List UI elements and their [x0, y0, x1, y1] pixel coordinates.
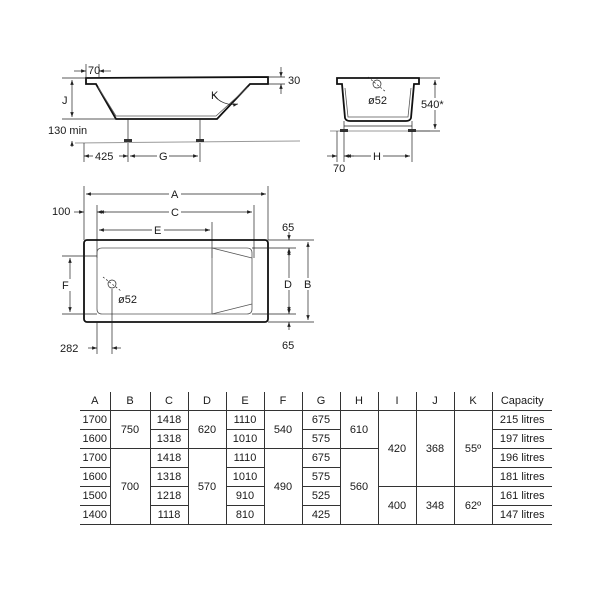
- top-drain-icon: [108, 280, 116, 288]
- end-drain-icon: [373, 80, 381, 88]
- side-rim-label: 70: [88, 65, 101, 77]
- side-rim-thickness-label: 30: [288, 75, 301, 87]
- cell-a: 1700: [80, 449, 110, 468]
- table-header-row: [80, 392, 552, 411]
- cell-e: 1010: [226, 468, 264, 487]
- side-tub-profile: [86, 77, 268, 119]
- table-header-cell: G: [302, 392, 340, 411]
- top-c-label: C: [171, 207, 179, 219]
- table-header-cell: K: [454, 392, 492, 411]
- cell-f: 490: [264, 449, 302, 525]
- cell-d: 570: [188, 449, 226, 525]
- top-f-label: F: [62, 280, 69, 292]
- table-row: [80, 487, 552, 506]
- cell-a: 1600: [80, 430, 110, 449]
- cell-e: 1010: [226, 430, 264, 449]
- cell-capacity: 147 litres: [492, 506, 552, 525]
- cell-capacity: 196 litres: [492, 449, 552, 468]
- dimensions-table: [80, 392, 552, 525]
- top-a-label: A: [171, 189, 179, 201]
- cell-a: 1700: [80, 411, 110, 430]
- top-view: [52, 186, 314, 355]
- cell-c: 1118: [150, 506, 188, 525]
- cell-d: 620: [188, 411, 226, 449]
- cell-g: 675: [302, 411, 340, 430]
- cell-capacity: 197 litres: [492, 430, 552, 449]
- cell-c: 1418: [150, 449, 188, 468]
- cell-i: 400: [378, 487, 416, 525]
- cell-h: 610: [340, 411, 378, 449]
- cell-a: 1400: [80, 506, 110, 525]
- cell-g: 575: [302, 430, 340, 449]
- table-header-cell: F: [264, 392, 302, 411]
- side-j-label: J: [62, 95, 68, 107]
- top-tub-outline: [84, 240, 268, 322]
- side-min-label: 130 min: [48, 125, 88, 137]
- end-view: [327, 77, 449, 175]
- side-view: [48, 64, 300, 163]
- cell-c: 1218: [150, 487, 188, 506]
- side-leg-foot: [196, 139, 204, 142]
- table-row: [80, 411, 552, 430]
- side-g-label: G: [159, 151, 168, 163]
- cell-g: 575: [302, 468, 340, 487]
- top-drain-label: ø52: [118, 294, 137, 306]
- cell-b: 700: [110, 449, 150, 525]
- side-offset-label: 425: [95, 151, 114, 163]
- cell-e: 810: [226, 506, 264, 525]
- cell-k: 62º: [454, 487, 492, 525]
- end-drain-label: ø52: [368, 95, 387, 107]
- cell-a: 1500: [80, 487, 110, 506]
- cell-a: 1600: [80, 468, 110, 487]
- top-bottom-margin-label: 65: [282, 340, 295, 352]
- cell-capacity: 181 litres: [492, 468, 552, 487]
- cell-e: 1110: [226, 449, 264, 468]
- table-header-cell: J: [416, 392, 454, 411]
- top-d-label: D: [284, 279, 292, 291]
- cell-g: 675: [302, 449, 340, 468]
- top-b-label: B: [304, 279, 312, 291]
- table-header-cell: H: [340, 392, 378, 411]
- cell-k: 55º: [454, 411, 492, 487]
- table-header-cell: Capacity: [492, 392, 552, 411]
- table-header-cell: B: [110, 392, 150, 411]
- top-top-margin-label: 65: [282, 222, 295, 234]
- cell-e: 910: [226, 487, 264, 506]
- table-header-cell: D: [188, 392, 226, 411]
- cell-f: 540: [264, 411, 302, 449]
- cell-c: 1318: [150, 468, 188, 487]
- cell-j: 348: [416, 487, 454, 525]
- cell-capacity: 215 litres: [492, 411, 552, 430]
- table-header-cell: I: [378, 392, 416, 411]
- top-left-margin-label: 100: [52, 206, 71, 218]
- cell-h: 560: [340, 449, 378, 525]
- cell-c: 1318: [150, 430, 188, 449]
- end-foot-label: 70: [333, 163, 346, 175]
- cell-i: 420: [378, 411, 416, 487]
- top-drain-offset-label: 282: [60, 343, 79, 355]
- table-header-cell: A: [80, 392, 110, 411]
- side-k-label: K: [211, 90, 219, 102]
- cell-e: 1110: [226, 411, 264, 430]
- cell-j: 368: [416, 411, 454, 487]
- cell-g: 425: [302, 506, 340, 525]
- cell-c: 1418: [150, 411, 188, 430]
- top-e-label: E: [154, 225, 162, 237]
- cell-b: 750: [110, 411, 150, 449]
- side-leg-foot: [124, 139, 132, 142]
- table-header-cell: C: [150, 392, 188, 411]
- table-header-cell: E: [226, 392, 264, 411]
- cell-capacity: 161 litres: [492, 487, 552, 506]
- cell-g: 525: [302, 487, 340, 506]
- end-h-label: H: [373, 151, 381, 163]
- end-height-label: 540*: [421, 99, 444, 111]
